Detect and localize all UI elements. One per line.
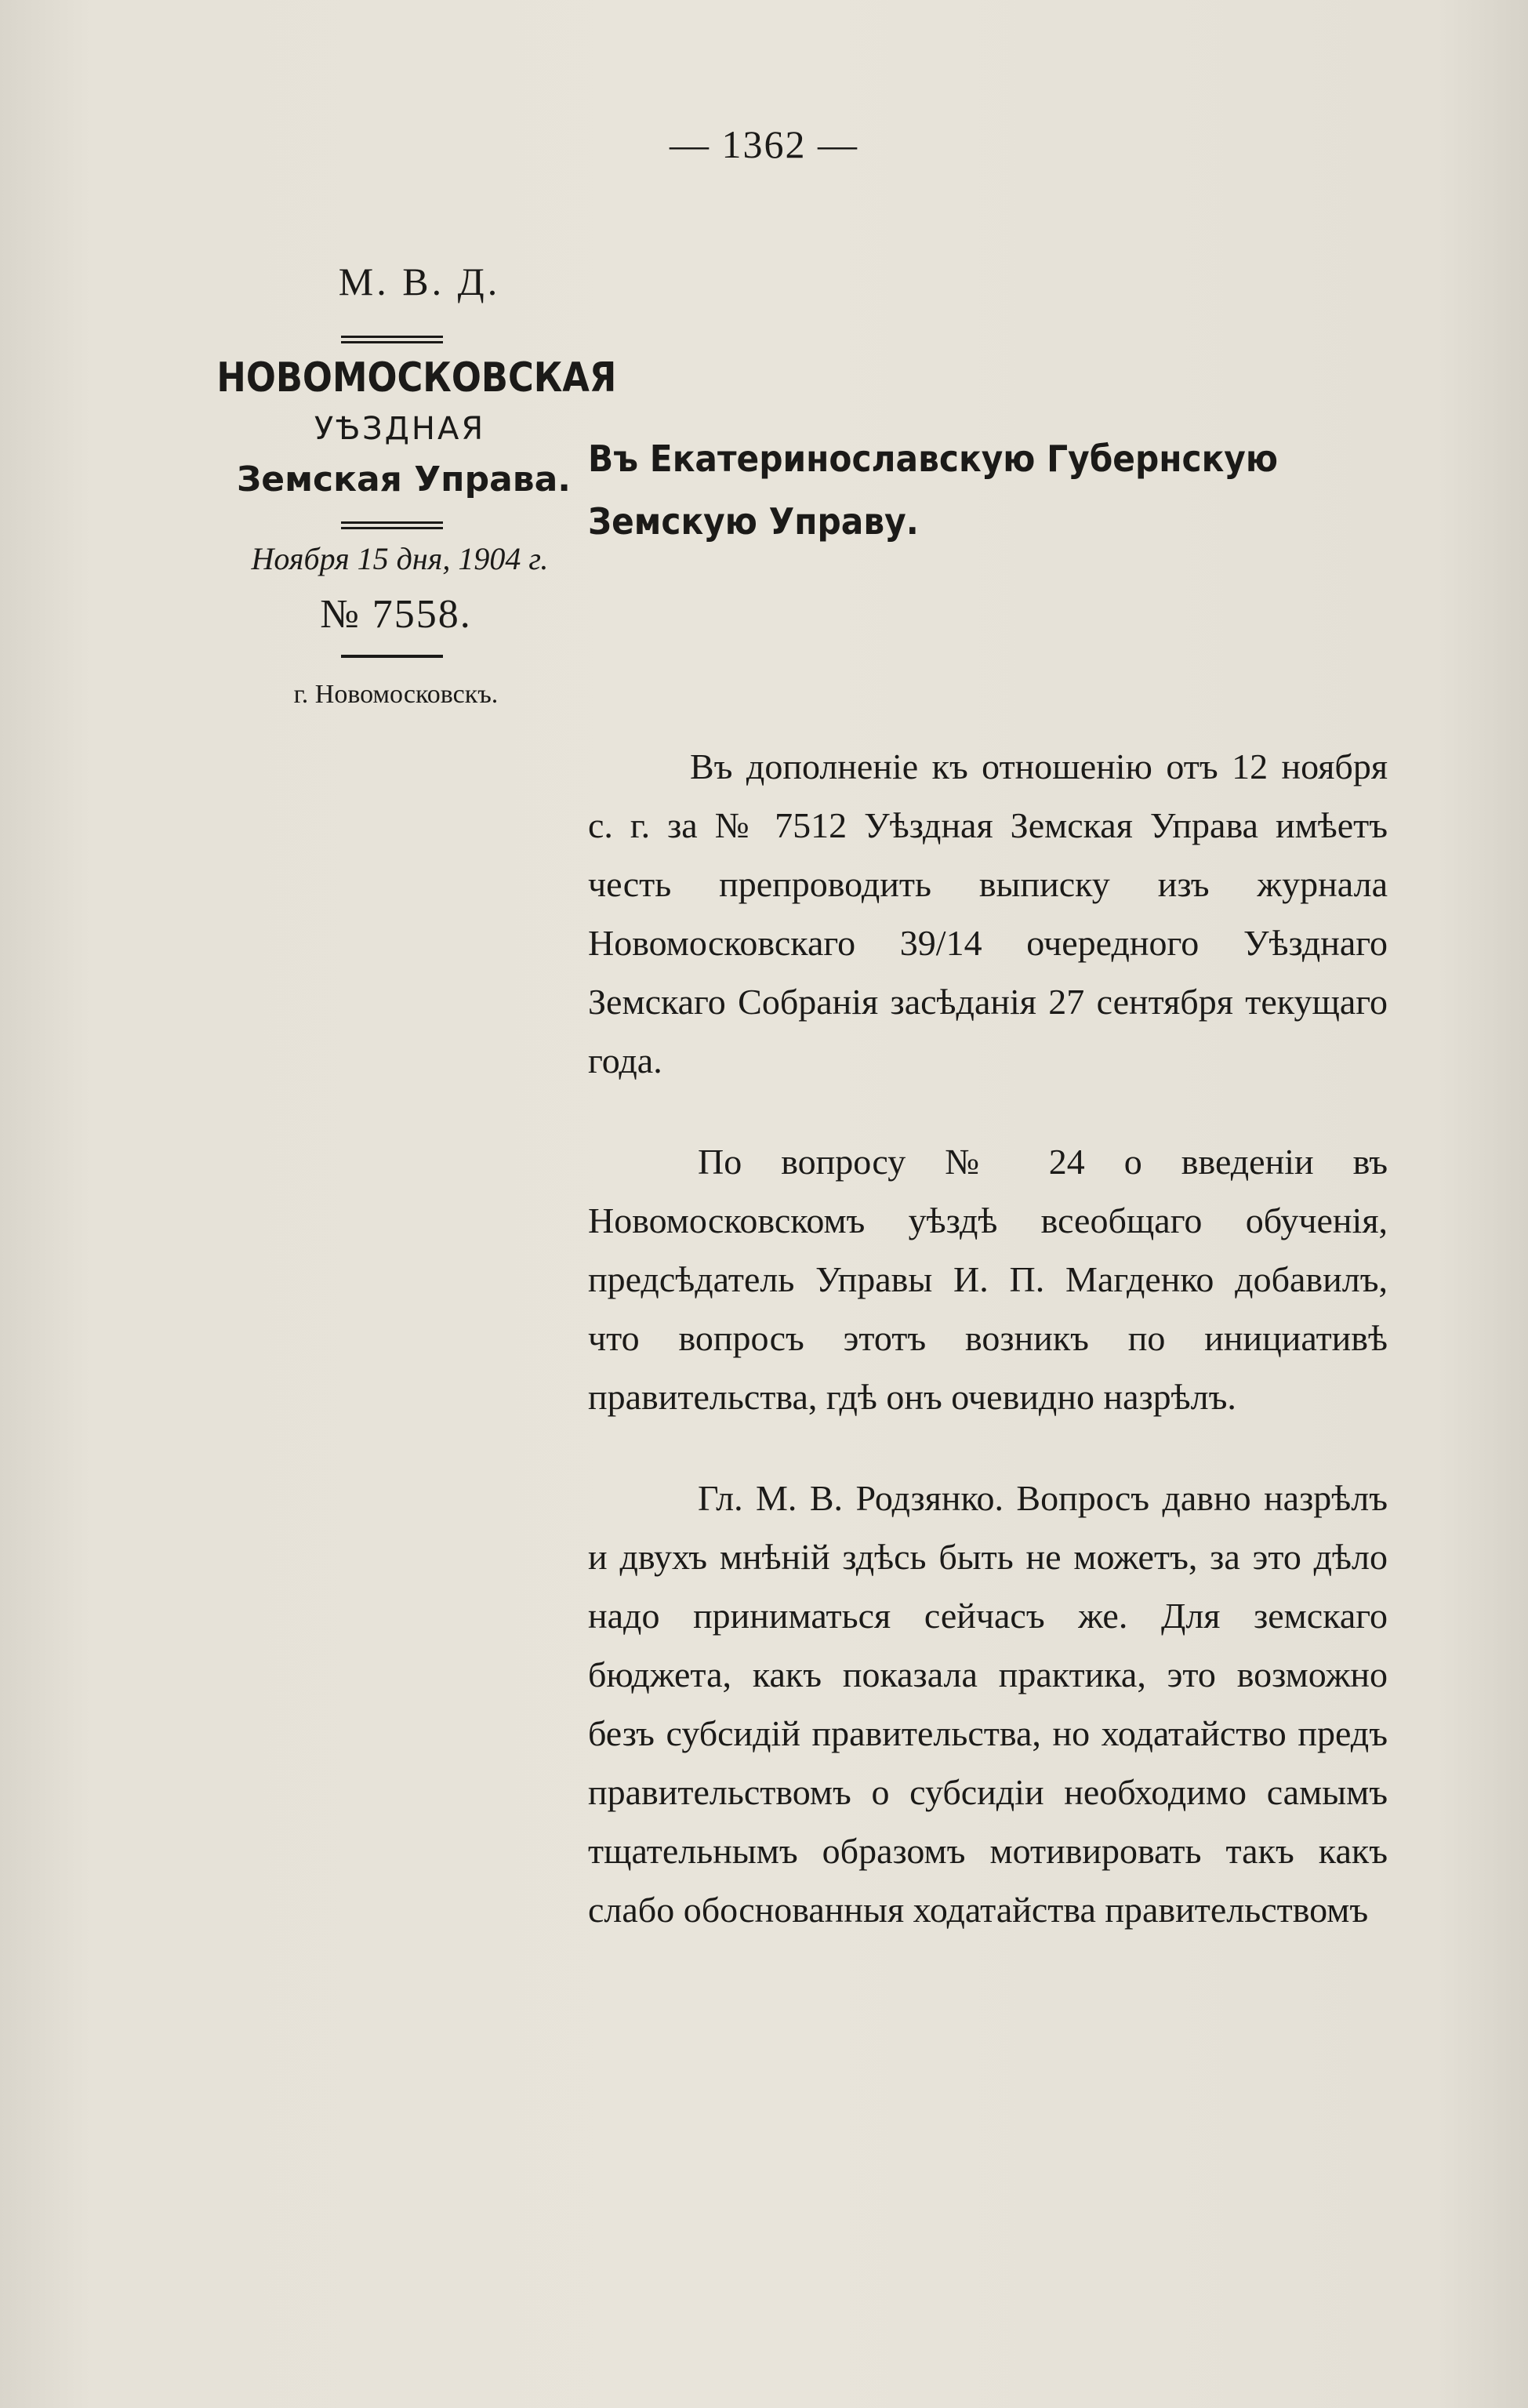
uezdnaya-label: УѢЗДНАЯ [314, 411, 486, 447]
addressee-line-2: Земскую Управу. [588, 500, 919, 543]
city-label: г. Новомосковскъ. [293, 680, 499, 709]
double-rule-bottom [341, 521, 443, 529]
document-date: Ноября 15 дня, 1904 г. [251, 541, 549, 576]
body-paragraph-1: Въ дополненіе къ отношенію отъ 12 ноября с. г. за № 7512 Уѣздная Земская Управа имѣетъ честь препроводить выписку изъ журнала Новомосковскаго 39/14 очередного Уѣзднаго Земскаго Собранія засѣданія 27 сентября текущаго года. [588, 746, 1388, 1081]
zemskaya-uprava-label: Земская Управа. [236, 459, 572, 499]
body-paragraph-2: По вопросу № 24 о введеніи въ Новомосковскомъ уѣздѣ всеобщаго обученія, предсѣдатель Управы И. П. Магденко добавилъ, что вопросъ этотъ возникъ по инициативѣ правительства, гдѣ онъ очевидно назрѣлъ. [588, 1142, 1388, 1417]
uprava-name: НОВОМОСКОВСКАЯ [216, 354, 617, 401]
double-rule-top [341, 336, 443, 343]
letterhead [188, 259, 617, 710]
letter-body [588, 737, 1388, 1981]
body-paragraph-3: Гл. М. В. Родзянко. Вопросъ давно назрѣлъ и двухъ мнѣній здѣсь быть не можетъ, за это дѣло надо приниматься сейчасъ же. Для земскаго бюджета, какъ показала практика, это возможно безъ субсидій правительства, но ходатайство предъ правительствомъ о субсидіи необходимо самымъ тщательнымъ образомъ мотивировать такъ какъ слабо обоснованныя ходатайства правительствомъ [588, 1478, 1388, 1930]
ministry-label: М. В. Д. [338, 260, 501, 303]
addressee-line-1: Въ Екатеринославскую Губернскую [588, 438, 1279, 480]
addressee [588, 427, 1338, 553]
document-number: № 7558. [320, 592, 472, 637]
page-number: — 1362 — [670, 122, 858, 166]
number-rule [341, 655, 443, 658]
